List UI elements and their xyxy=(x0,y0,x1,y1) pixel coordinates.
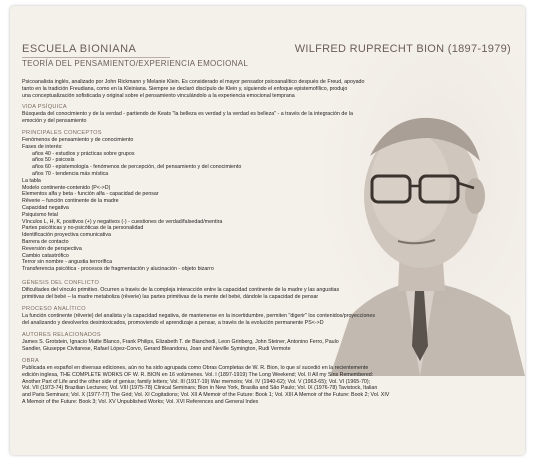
concepto-item: Cambio catastrófico xyxy=(22,252,69,259)
concepto-item: Partes psicóticas y no-psicóticas de la personalidad xyxy=(22,225,144,232)
concepto-item: años 50 - psicosis xyxy=(32,157,75,164)
conceptos-list xyxy=(22,137,241,273)
genesis-line: Dificultades del vínculo primitivo. Ocurren a través de la compleja interacción entre la capacidad continente de la madre y las angustias xyxy=(22,287,340,293)
concepto-item: años 70 - tendencia más mística xyxy=(32,170,109,177)
obra-text xyxy=(22,365,389,406)
concepto-item: Fenómenos de pensamiento y de conocimiento xyxy=(22,137,134,143)
author-name: WILFRED RUPRECHT BION (1897-1979) xyxy=(294,43,511,55)
concepto-item: Fases de interés: xyxy=(22,143,63,150)
section-title-obra: OBRA xyxy=(22,358,40,364)
concepto-item: Elementos alfa y beta - función alfa - capacidad de pensar xyxy=(22,191,159,198)
obra-line: and Paris Seminars; Vol. X (1977-77) The Grid; Vol. XI Cogitations; Vol. XII A Memoir of the Future: Book 1; Vol. XIII A Memoir of the Future: Book 2; Vol. XIV xyxy=(22,392,390,399)
intro-line: Psicoanalista inglés, analizado por John Rickmann y Melanie Klein. Es considerado el mayor pensador psicoanalítico después de Freud, apoyado xyxy=(22,79,365,85)
concepto-item: años 60 - epistemología - fenómenos de percepción, del pensamiento y del conocimiento xyxy=(32,164,242,171)
proceso-line: La función continente (rêverie) del analista y la capacidad negativa, de mantenerse en la incertidumbre, permiten "digerir" los contenidos/proyecciones xyxy=(22,313,375,319)
concepto-item: Psiquismo fetal xyxy=(22,211,58,218)
section-title-genesis: GÉNESIS DEL CONFLICTO xyxy=(22,280,100,286)
intro-line: una conceptualización sofisticada y original sobre el pensamiento vinculándolo a la experiencia emocional temprana xyxy=(22,92,295,99)
autores-line: Sandler, Giuseppe Civitarese, Rafael López-Corvo, Gerard Bleandonu, Joan and Neville Symington, Rudi Vermote xyxy=(22,345,291,352)
concepto-item: Rêverie – función continente de la madre xyxy=(22,198,119,205)
intro-line: tanto en la tradición Freudiana, como en la Kleiniana. Siempre se declaró discípulo de Klein y, siguiendo el enfoque epistemofílico, produjo xyxy=(22,85,348,92)
genesis-text xyxy=(22,287,339,301)
vida-psiquica-text xyxy=(22,111,353,125)
section-title-autores: AUTORES RELACIONADOS xyxy=(22,332,101,338)
vida-line: emoción y del pensamiento xyxy=(22,117,87,124)
obra-line: A Memoir of the Future: Book 3; Vol. XV Unpublished Works; Vol. XVI References and General Index xyxy=(22,398,259,405)
vida-line: Búsqueda del conocimiento y de la verdad - partiendo de Keats "la belleza es verdad y la verdad es belleza" - a través de la integración de la xyxy=(22,111,353,117)
poster-card xyxy=(10,6,525,455)
concepto-item: Modelo continente-contenido (P<->D) xyxy=(22,184,111,191)
proceso-text xyxy=(22,313,375,327)
concepto-item: Terror sin nombre - angustia terrorífica xyxy=(22,259,113,266)
concepto-item: Reversión de perspectiva xyxy=(22,245,82,252)
concepto-item: Vínculos L, H, K, positivos (+) y negativos (-) - cuestiones de verdad/falsedad/mentira xyxy=(22,218,223,225)
concepto-item: Transferencia psicótica - procesos de fragmentación y alucinación - objeto bizarro xyxy=(22,266,214,273)
concepto-item: La tabla xyxy=(22,177,41,184)
proceso-line: del analizando y devolverlos desintoxicados, promoviendo el aprendizaje a pensar, a través de la evolución permanente PS<->D xyxy=(22,319,324,326)
concepto-item: años 40 - estudios y prácticas sobre grupos xyxy=(32,150,135,157)
intro-paragraph xyxy=(22,79,364,99)
obra-line: edición inglesa, THE COMPLETE WORKS OF W. R. BION en 16 volúmenes. Vol. I (1897-1919) The Long Weekend; Vol. II All my Sins Remembered: xyxy=(22,371,374,378)
page-subtitle: TEORÍA DEL PENSAMIENTO/EXPERIENCIA EMOCIONAL xyxy=(22,59,249,68)
autores-line: James S. Grotstein, Ignacio Matte Blanco, Frank Philips, Elizabeth T. de Bianchedi, Leon Grinberg, John Steiner, Antonino Ferro, Paulo xyxy=(22,339,339,345)
concepto-item: Identificación proyectiva comunicativa xyxy=(22,232,111,239)
concepto-item: Capacidad negativa xyxy=(22,204,69,211)
obra-line: Publicada en español en diversas ediciones, aún no ha sido agrupada como Obras Completas de W. R. Bion, lo que sí sucedió en la recientemente xyxy=(22,365,369,371)
section-title-conceptos: PRINCIPALES CONCEPTOS xyxy=(22,130,102,136)
section-title-vida: VIDA PSÍQUICA xyxy=(22,104,67,110)
header-divider xyxy=(22,57,170,58)
section-title-proceso: PROCESO ANALÍTICO xyxy=(22,306,86,312)
obra-line: Another Part of Life and the other side of genius; family letters; Vol. III (1917-19) War memoirs; Vol. IV (1940-62); Vol. V (1963-65); Vol. VI (1965-70); xyxy=(22,378,371,385)
obra-line: Vol. VII (1973-74) Brazilian Lectures; Vol. VIII (1975-78) Clinical Seminars; Bion in New York, Brasilia and São Paulo; Vol. IX (1976-78) Tavistock, Italian xyxy=(22,385,378,392)
school-title: ESCUELA BIONIANA xyxy=(22,43,137,55)
autores-text xyxy=(22,339,339,353)
concepto-item: Barrera de contacto xyxy=(22,238,69,245)
genesis-line: primitivas del bebé – la madre metaboliza (rêverie) las partes primitivas de la mente del bebé, dándole la capacidad de pensar xyxy=(22,293,319,300)
